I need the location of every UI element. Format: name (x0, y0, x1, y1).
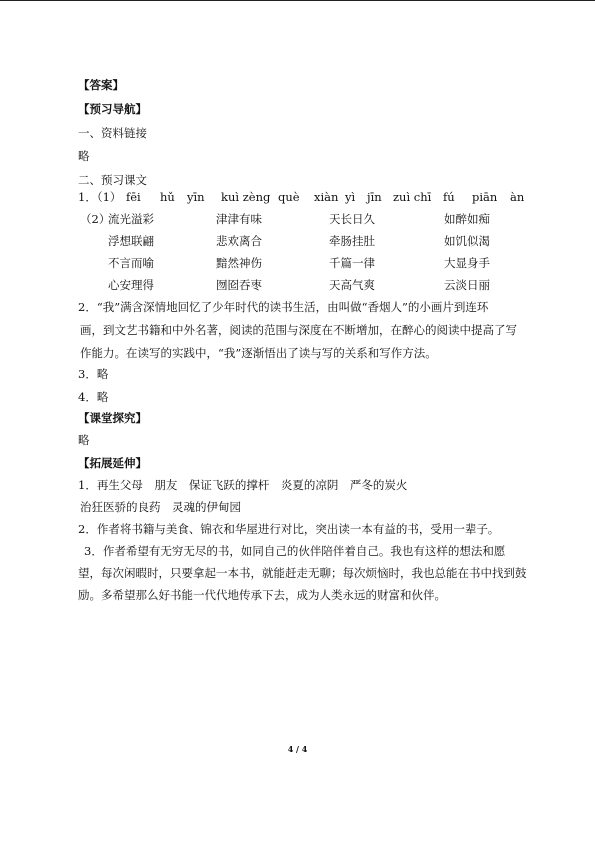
pinyin-6: xiàn (314, 190, 339, 204)
pinyin-3: yīn (187, 190, 205, 204)
extension-heading: 【拓展延伸】 (78, 456, 147, 470)
idiom-r4-c3: 天高气爽 (329, 278, 375, 292)
answer-heading: 【答案】 (78, 78, 124, 92)
idiom-r4-c1: 心安理得 (108, 278, 154, 292)
pinyin-8: jīn (367, 190, 382, 204)
item1-prefix: 1．（1） (78, 190, 122, 204)
pinyin-1: fēi (126, 190, 141, 204)
idiom-r1-c4: 如醉如痴 (444, 212, 490, 226)
ext3-line-3: 励。多希望那么好书能一代代地传承下去，成为人类永远的财富和伙伴。 (78, 588, 446, 602)
idiom-r2-c1: 浮想联翩 (108, 234, 154, 248)
idiom-r3-c1: 不言而喻 (108, 256, 154, 270)
idiom-r2-c3: 牵肠挂肚 (329, 234, 375, 248)
ext3-line-1: 3．作者希望有无穷无尽的书，如同自己的伙伴陪伴着自己。我也有这样的想法和愿 (84, 544, 506, 558)
page-number: 4 / 4 (287, 744, 308, 754)
idiom-r4-c2: 囫囵吞枣 (216, 278, 262, 292)
ext2: 2．作者将书籍与美食、锦衣和华屋进行对比，突出读一本有益的书，受用一辈子。 (78, 522, 500, 536)
classroom-heading: 【课堂探究】 (78, 411, 147, 425)
idiom-r3-c4: 大显身手 (444, 256, 490, 270)
idiom-r3-c3: 千篇一律 (329, 256, 375, 270)
preview-heading: 【预习导航】 (78, 102, 147, 116)
section1-body: 略 (78, 149, 90, 163)
pinyin-7: yì (345, 190, 356, 204)
classroom-body: 略 (78, 433, 90, 447)
idiom-r2-c2: 悲欢离合 (216, 234, 262, 248)
idiom-r1-c3: 天长日久 (329, 212, 375, 226)
section1-title: 一、资料链接 (78, 126, 147, 140)
idiom-r1-c2: 津津有味 (216, 212, 262, 226)
pinyin-5: què (278, 190, 300, 204)
idiom-r4-c4: 云淡日丽 (444, 278, 490, 292)
idiom-r2-c4: 如饥似渴 (444, 234, 490, 248)
section2-title: 二、预习课文 (78, 173, 147, 187)
item2-line-3: 作能力。在读写的实践中，“我”逐渐悟出了读与写的关系和写作方法。 (80, 346, 437, 360)
item1-2-prefix: （2） (80, 212, 111, 226)
ext3-line-2: 望，每次闲暇时，只要拿起一本书，就能赶走无聊；每次烦恼时，我也总能在书中找到鼓 (78, 566, 527, 580)
pinyin-9: zuì chī (393, 190, 432, 204)
idiom-r3-c2: 黯然神伤 (216, 256, 262, 270)
pinyin-10: fú (443, 190, 455, 204)
item2-line-1: 2．“我”满含深情地回忆了少年时代的读书生活，由叫做“香烟人”的小画片到连环 (78, 300, 489, 314)
ext1-line-1: 1．再生父母 朋友 保证飞跃的撑杆 炎夏的凉阴 严冬的炭火 (78, 478, 408, 492)
item2-line-2: 画，到文艺书籍和中外名著，阅读的范围与深度在不断增加，在醉心的阅读中提高了写 (80, 323, 517, 337)
pinyin-4: kuì zèng (221, 190, 271, 204)
pinyin-2: hǔ (160, 190, 175, 204)
header-rule (0, 0, 595, 1)
idiom-r1-c1: 流光溢彩 (108, 212, 154, 226)
pinyin-11: piān (472, 190, 498, 204)
ext1-line-2: 治狂医骄的良药 灵魂的伊甸园 (80, 500, 241, 514)
item3: 3．略 (78, 367, 109, 381)
item4: 4．略 (78, 390, 109, 404)
pinyin-12: àn (510, 190, 525, 204)
